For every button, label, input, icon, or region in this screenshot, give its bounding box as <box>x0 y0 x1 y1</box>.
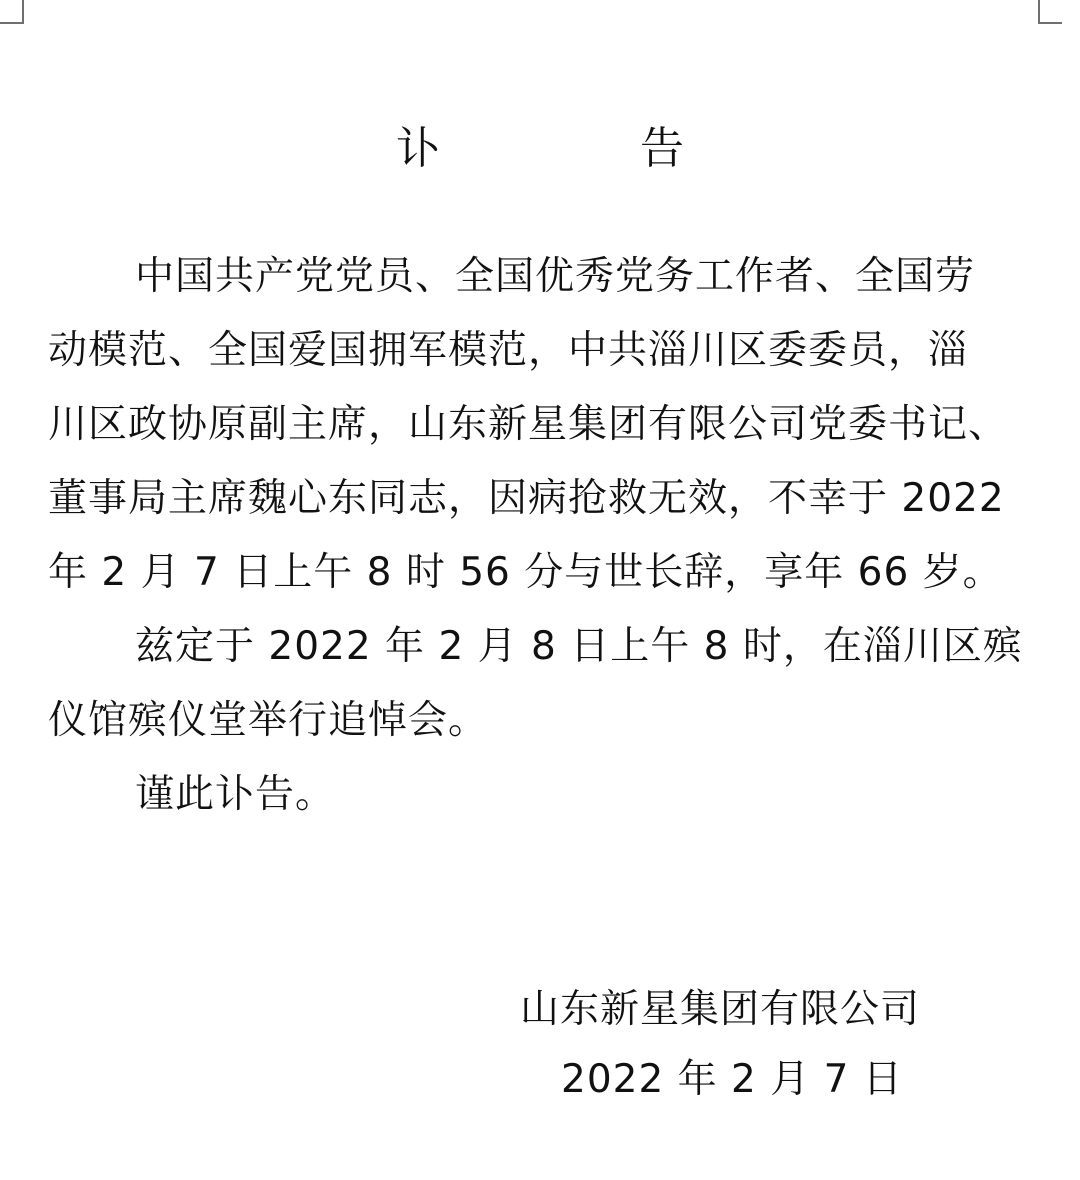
body-line-1: 中国共产党党员、全国优秀党务工作者、全国劳 <box>135 254 976 299</box>
body-line-6: 兹定于 2022 年 2 月 8 日上午 8 时，在淄川区殡 <box>135 624 1023 669</box>
body-line-5: 年 2 月 7 日上午 8 时 56 分与世长辞，享年 66 岁。 <box>48 550 1003 595</box>
body-line-7: 仪馆殡仪堂举行追悼会。 <box>48 698 489 743</box>
body-line-8: 谨此讣告。 <box>135 772 336 817</box>
signature-block <box>520 975 950 1115</box>
obituary-body <box>48 240 1036 832</box>
top-left-crop-mark <box>0 0 24 24</box>
signature-organization: 山东新星集团有限公司 <box>520 987 921 1032</box>
body-line-3: 川区政协原副主席，山东新星集团有限公司党委书记、 <box>48 402 1009 447</box>
document-title: 讣 告 <box>396 123 762 175</box>
top-right-crop-mark <box>1038 0 1062 24</box>
body-line-2: 动模范、全国爱国拥军模范，中共淄川区委委员，淄 <box>48 328 969 373</box>
body-line-4: 董事局主席魏心东同志，因病抢救无效，不幸于 2022 <box>48 476 1005 521</box>
signature-date: 2022 年 2 月 7 日 <box>561 1057 903 1102</box>
